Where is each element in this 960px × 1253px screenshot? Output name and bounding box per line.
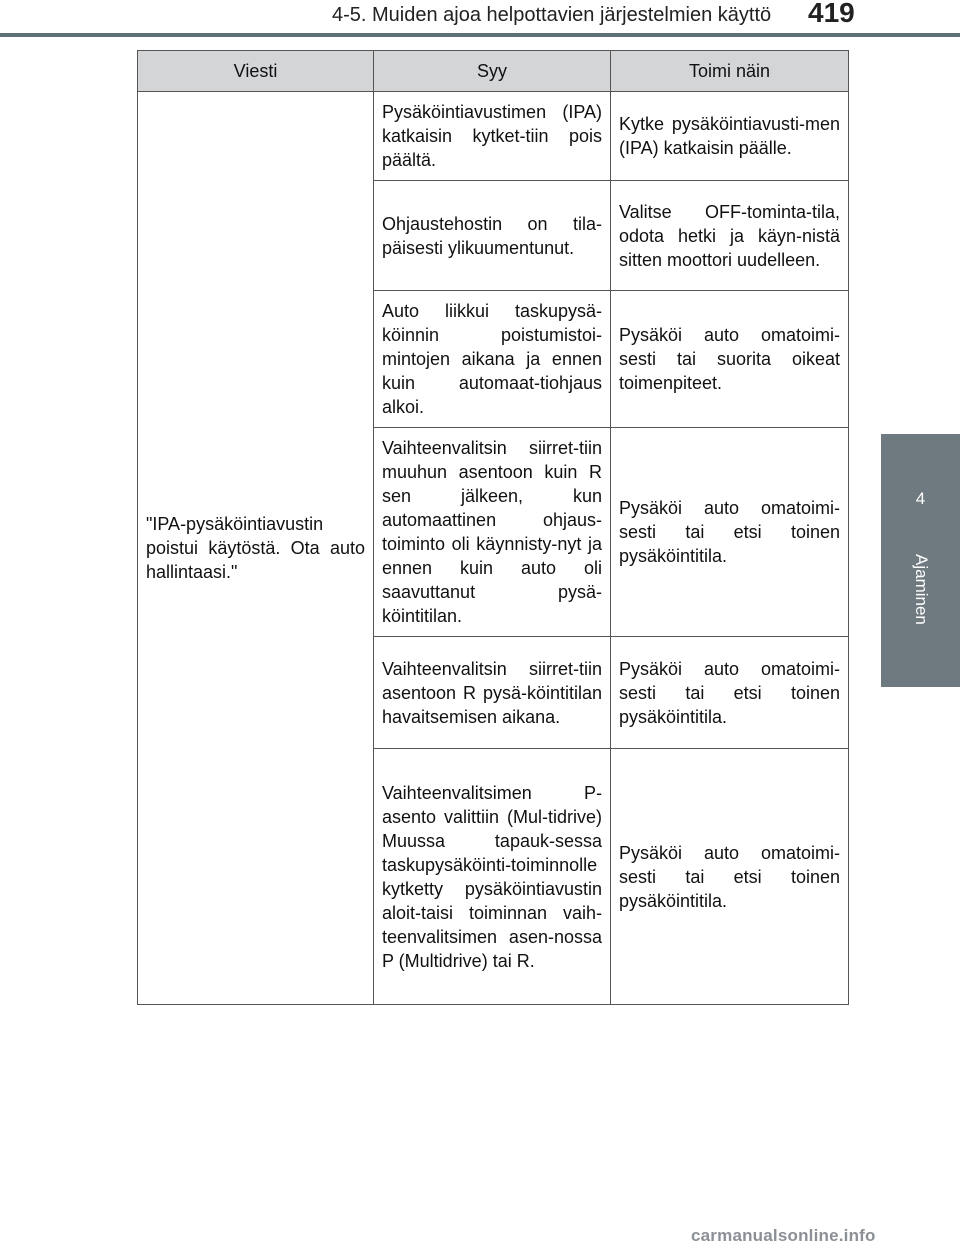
- column-header-action: Toimi näin: [611, 51, 849, 92]
- cause-cell: Pysäköintiavustimen (IPA) katkaisin kytket-tiin pois päältä.: [374, 92, 611, 181]
- message-table: [137, 50, 849, 1005]
- message-cell: "IPA-pysäköintiavustin poistui käytöstä. Ota auto hallintaasi.": [138, 92, 374, 1005]
- action-cell: Pysäköi auto omatoimi-sesti tai etsi toinen pysäköintitila.: [611, 428, 849, 637]
- cause-cell: Ohjaustehostin on tila-päisesti ylikuumentunut.: [374, 181, 611, 291]
- action-cell: Valitse OFF-tominta-tila, odota hetki ja käyn-nistä sitten moottori uudelleen.: [611, 181, 849, 291]
- chapter-tab[interactable]: [881, 434, 960, 687]
- section-title: 4-5. Muiden ajoa helpottavien järjestelmien käyttö: [332, 4, 772, 26]
- action-cell: Pysäköi auto omatoimi-sesti tai etsi toinen pysäköintitila.: [611, 749, 849, 1005]
- table-row: [138, 92, 849, 181]
- cause-cell: Vaihteenvalitsimen P-asento valittiin (Mul-tidrive) Muussa tapauk-sessa taskupysäköinti-toiminnolle kytketty pysäköintiavustin aloit-taisi toiminnan vaih-teenvalitsimen asen-nossa P (Multidrive) tai R.: [374, 749, 611, 1005]
- cause-cell: Vaihteenvalitsin siirret-tiin muuhun asentoon kuin R sen jälkeen, kun automaattinen ohjaus-toiminto oli käynnisty-nyt ja ennen kuin auto oli saavuttanut pysä-köintitilan.: [374, 428, 611, 637]
- cause-cell: Vaihteenvalitsin siirret-tiin asentoon R pysä-köintitilan havaitsemisen aikana.: [374, 637, 611, 749]
- chapter-tab-number: 4: [915, 489, 926, 508]
- action-cell: Pysäköi auto omatoimi-sesti tai suorita oikeat toimenpiteet.: [611, 291, 849, 428]
- page-number: 419: [808, 0, 855, 28]
- watermark: carmanualsonline.info: [691, 1226, 876, 1245]
- table-header-row: [138, 51, 849, 92]
- cause-cell: Auto liikkui taskupysä-köinnin poistumistoi-mintojen aikana ja ennen kuin automaat-tiohjaus alkoi.: [374, 291, 611, 428]
- header-rule: [0, 33, 960, 37]
- action-cell: Kytke pysäköintiavusti-men (IPA) katkaisin päälle.: [611, 92, 849, 181]
- chapter-tab-label: Ajaminen: [912, 554, 931, 625]
- column-header-message: Viesti: [138, 51, 374, 92]
- column-header-cause: Syy: [374, 51, 611, 92]
- action-cell: Pysäköi auto omatoimi-sesti tai etsi toinen pysäköintitila.: [611, 637, 849, 749]
